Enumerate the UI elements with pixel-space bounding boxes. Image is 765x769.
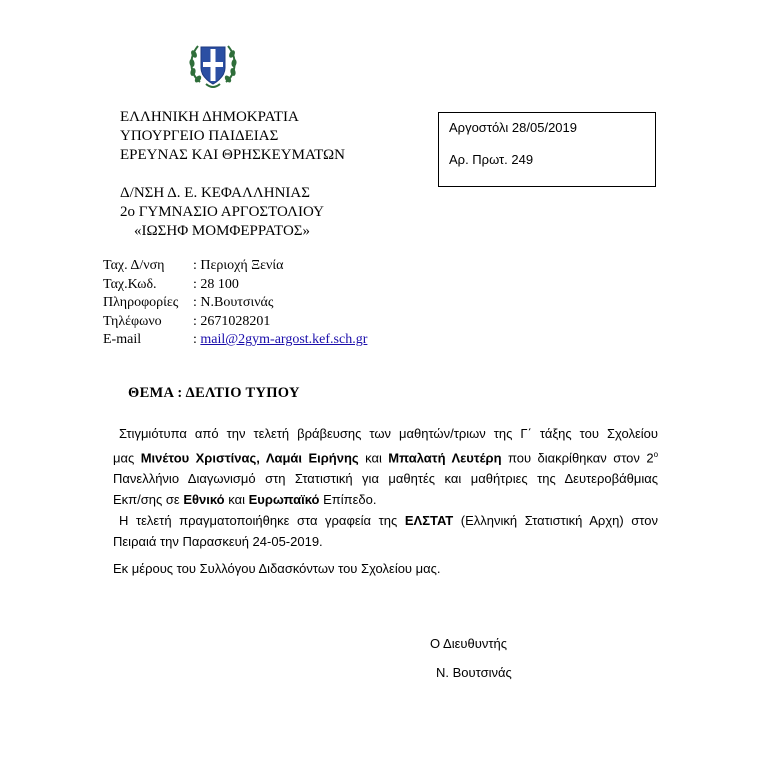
letterhead bbox=[120, 108, 345, 165]
info-value: : Ν.Βουτσινάς bbox=[193, 295, 274, 310]
contact-row-postal bbox=[103, 276, 367, 295]
body-line: Πανελλήνιο Διαγωνισμό στη Στατιστική για μαθητές και μαθήτριες της Δευτεροβάθμιας bbox=[113, 471, 658, 487]
email-colon: : bbox=[193, 332, 201, 347]
address-value: : Περιοχή Ξενία bbox=[193, 258, 284, 273]
greek-coat-of-arms-icon bbox=[186, 38, 240, 92]
body-line: μας Μινέτου Χριστίνας, Λαμάι Ειρήνης και Μπαλατή Λευτέρη που διακρίθηκαν στον $2^o$ bbox=[113, 450, 659, 466]
phone-label: Τηλέφωνο bbox=[103, 313, 162, 329]
distinction-european: Ευρωπαϊκό bbox=[248, 492, 320, 508]
signature-role: Ο Διευθυντής bbox=[430, 636, 507, 651]
body-line: Η τελετή πραγματοποιήθηκε στα γραφεία της ΕΛΣΤΑΤ (Ελληνική Στατιστική Αρχη) στον bbox=[119, 513, 658, 529]
school-directorate: Δ/ΝΣΗ Δ. Ε. ΚΕΦΑΛΛΗΝΙΑΣ bbox=[120, 185, 310, 201]
body-line: Εκπ/σης σε Εθνικό και Ευρωπαϊκό Επίπεδο. bbox=[113, 492, 377, 508]
contact-row-email bbox=[103, 331, 367, 350]
contact-row-address bbox=[103, 257, 367, 276]
school-name: 2ο ΓΥΜΝΑΣΙΟ ΑΡΓΟΣΤΟΛΙΟΥ bbox=[120, 204, 324, 220]
body-line: Πειραιά την Παρασκευή 24-05-2019. bbox=[113, 534, 323, 550]
organization-name: ΕΛΣΤΑΤ bbox=[404, 513, 454, 529]
email-label: E-mail bbox=[103, 332, 142, 347]
address-label: Ταχ. Δ/νση bbox=[103, 258, 165, 273]
contact-details bbox=[103, 257, 367, 350]
subject-heading: ΘΕΜΑ : ΔΕΛΤΙΟ ΤΥΠΟΥ bbox=[128, 385, 300, 401]
phone-value: : 2671028201 bbox=[193, 313, 271, 329]
email-link[interactable]: mail@2gym-argost.kef.sch.gr bbox=[200, 332, 368, 347]
letterhead-line-1: ΕΛΛΗΝΙΚΗ ΔΗΜΟΚΡΑΤΙΑ bbox=[120, 109, 299, 125]
signature-name: Ν. Βουτσινάς bbox=[436, 665, 512, 680]
school-honorific-name: «ΙΩΣΗΦ ΜΟΜΦΕΡΡΑΤΟΣ» bbox=[134, 223, 311, 239]
letterhead-line-3: ΕΡΕΥΝΑΣ ΚΑΙ ΘΡΗΣΚΕΥΜΑΤΩΝ bbox=[120, 147, 346, 163]
contact-row-info bbox=[103, 294, 367, 313]
protocol-number: Αρ. Πρωτ. 249 bbox=[449, 152, 534, 167]
signature-block bbox=[430, 629, 512, 687]
press-release-body bbox=[113, 423, 658, 552]
date-line: Αργοστόλι 28/05/2019 bbox=[449, 120, 578, 135]
postal-code-value: : 28 100 bbox=[193, 276, 239, 292]
contact-row-phone bbox=[103, 313, 367, 332]
postal-code-label: Ταχ.Κωδ. bbox=[103, 276, 157, 292]
body-line: Στιγμιότυπα από την τελετή βράβευσης των μαθητών/τριων της Γ΄ τάξης του Σχολείου bbox=[119, 426, 658, 441]
info-label: Πληροφορίες bbox=[103, 295, 179, 310]
school-header bbox=[120, 184, 324, 241]
student-names: Μινέτου Χριστίνας, Λαμάι Ειρήνης bbox=[140, 450, 359, 466]
closing-line: Εκ μέρους του Συλλόγου Διδασκόντων του Σχολείου μας. bbox=[113, 561, 441, 576]
distinction-national: Εθνικό bbox=[183, 492, 225, 508]
reference-box bbox=[438, 112, 656, 187]
student-name: Μπαλατή Λευτέρη bbox=[388, 450, 502, 466]
letterhead-line-2: ΥΠΟΥΡΓΕΙΟ ΠΑΙΔΕΙΑΣ bbox=[120, 128, 279, 144]
